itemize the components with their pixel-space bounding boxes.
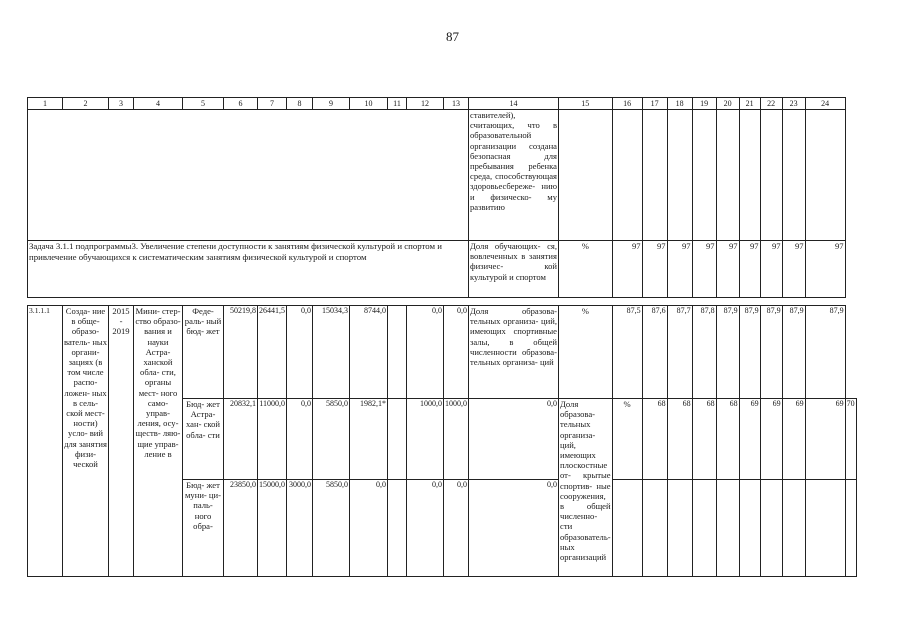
indicator-value: 69 bbox=[805, 399, 845, 480]
header-cell: 18 bbox=[667, 98, 692, 110]
indicator-value: 69 bbox=[782, 399, 805, 480]
task-unit: % bbox=[559, 241, 613, 298]
funding-value: 0,0 bbox=[469, 399, 559, 480]
header-cell: 13 bbox=[444, 98, 469, 110]
funding-value: 1982,1* bbox=[350, 399, 388, 480]
indicator-value: 87,8 bbox=[692, 306, 716, 399]
activity-period: 2015 - 2019 bbox=[109, 306, 134, 577]
carryover-indicator-text: ставителей), считающих, что в образовательной организации создана безопасная для пребывания ребенка среда, способствующая здоровьесбереже- нию и физическо- му развитию bbox=[469, 110, 559, 241]
task-value: 97 bbox=[760, 241, 782, 298]
funding-value: 5850,0 bbox=[313, 399, 350, 480]
header-cell: 4 bbox=[134, 98, 183, 110]
funding-value: 0,0 bbox=[469, 480, 559, 577]
header-cell: 14 bbox=[469, 98, 559, 110]
indicator-text: Доля образова- тельных организа- ций, имеющих спортивные залы, в общей численности образова- тельных организа- ций bbox=[469, 306, 559, 399]
header-cell: 15 bbox=[559, 98, 613, 110]
indicator-unit: % bbox=[559, 306, 613, 399]
empty-cell bbox=[845, 480, 856, 577]
empty-cell bbox=[612, 110, 642, 241]
funding-value: 1000,0 bbox=[444, 399, 469, 480]
funding-value: 1000,0 bbox=[407, 399, 444, 480]
header-cell: 23 bbox=[782, 98, 805, 110]
header-cell: 8 bbox=[287, 98, 313, 110]
header-cell: 19 bbox=[692, 98, 716, 110]
funding-value bbox=[388, 480, 407, 577]
header-cell: 12 bbox=[407, 98, 444, 110]
indicator-value: 87,9 bbox=[805, 306, 845, 399]
indicator-value: 68 bbox=[642, 399, 667, 480]
funding-value: 0,0 bbox=[444, 480, 469, 577]
funding-value: 26441,5 bbox=[258, 306, 287, 399]
funding-value: 8744,0 bbox=[350, 306, 388, 399]
indicator-value: 87,9 bbox=[760, 306, 782, 399]
empty-cell bbox=[782, 480, 805, 577]
funding-value bbox=[388, 306, 407, 399]
funding-value: 5850,0 bbox=[313, 480, 350, 577]
empty-cell bbox=[739, 110, 760, 241]
table-gap bbox=[28, 298, 846, 306]
funding-value: 50219,8 bbox=[224, 306, 258, 399]
funding-value: 0,0 bbox=[350, 480, 388, 577]
funding-value: 15000,0 bbox=[258, 480, 287, 577]
indicator-value: 68 bbox=[692, 399, 716, 480]
empty-cell bbox=[692, 110, 716, 241]
indicator-value: 87,5 bbox=[612, 306, 642, 399]
header-cell: 7 bbox=[258, 98, 287, 110]
header-cell: 5 bbox=[183, 98, 224, 110]
empty-cell bbox=[642, 480, 667, 577]
indicator-value: 68 bbox=[716, 399, 739, 480]
header-cell: 3 bbox=[109, 98, 134, 110]
funding-value: 0,0 bbox=[407, 480, 444, 577]
task-indicator-text: Доля обучающих- ся, вовлеченных в занятия физичес- кой культурой и спортом bbox=[469, 241, 559, 298]
header-cell: 21 bbox=[739, 98, 760, 110]
indicator-value: 70 bbox=[845, 399, 856, 480]
header-cell: 2 bbox=[63, 98, 109, 110]
carryover-row bbox=[28, 110, 857, 241]
header-cell: 24 bbox=[805, 98, 845, 110]
task-value: 97 bbox=[692, 241, 716, 298]
column-number-row bbox=[28, 98, 857, 110]
funding-value: 0,0 bbox=[287, 306, 313, 399]
empty-cell bbox=[760, 110, 782, 241]
indicator-unit: % bbox=[612, 399, 642, 480]
funding-value bbox=[388, 399, 407, 480]
indicator-value: 87,9 bbox=[716, 306, 739, 399]
empty-cell bbox=[805, 110, 845, 241]
indicator-value: 87,9 bbox=[739, 306, 760, 399]
empty-cell bbox=[612, 480, 642, 577]
empty-cell bbox=[667, 110, 692, 241]
header-cell: 16 bbox=[612, 98, 642, 110]
funding-value: 3000,0 bbox=[287, 480, 313, 577]
empty-cell bbox=[739, 480, 760, 577]
header-cell: 1 bbox=[28, 98, 63, 110]
header-cell: 9 bbox=[313, 98, 350, 110]
funding-source: Бюд- жет муни- ци- паль- ного обра- bbox=[183, 480, 224, 577]
funding-value: 0,0 bbox=[407, 306, 444, 399]
indicator-value: 69 bbox=[739, 399, 760, 480]
task-value: 97 bbox=[642, 241, 667, 298]
funding-value: 11000,0 bbox=[258, 399, 287, 480]
header-cell: 22 bbox=[760, 98, 782, 110]
page-number: 87 bbox=[446, 29, 459, 44]
indicator-value: 87,7 bbox=[667, 306, 692, 399]
funding-source: Бюд- жет Астра- хан- ской обла- сти bbox=[183, 399, 224, 480]
task-row bbox=[28, 241, 857, 298]
task-value: 97 bbox=[667, 241, 692, 298]
empty-cell bbox=[667, 480, 692, 577]
indicator-value: 87,9 bbox=[782, 306, 805, 399]
empty-cell bbox=[642, 110, 667, 241]
funding-value: 23850,0 bbox=[224, 480, 258, 577]
indicator-text: Доля образова- тельных организа- ций, имеющих плоскостные от- крытые спортив- ные сооружения, в общей численно- сти образователь- ных организаций bbox=[559, 399, 613, 577]
task-value: 97 bbox=[716, 241, 739, 298]
indicator-value: 69 bbox=[760, 399, 782, 480]
carryover-blank bbox=[28, 110, 469, 241]
empty-cell bbox=[692, 480, 716, 577]
funding-value: 20832,1 bbox=[224, 399, 258, 480]
funding-value: 15034,3 bbox=[313, 306, 350, 399]
task-value: 97 bbox=[805, 241, 845, 298]
task-value: 97 bbox=[739, 241, 760, 298]
program-table bbox=[27, 97, 857, 577]
header-cell: 10 bbox=[350, 98, 388, 110]
empty-cell bbox=[716, 480, 739, 577]
header-cell: 20 bbox=[716, 98, 739, 110]
funding-source: Феде- раль- ный бюд- жет bbox=[183, 306, 224, 399]
activity-executor: Мини- стер- ство образо- вания и науки Астра- ханской обла- сти, органы мест- ного само- управ- ления, осу- ществ- ляю- щие управ- ление в bbox=[134, 306, 183, 577]
empty-cell bbox=[805, 480, 845, 577]
funding-row-federal bbox=[28, 306, 857, 399]
indicator-value: 87,6 bbox=[642, 306, 667, 399]
task-value: 97 bbox=[782, 241, 805, 298]
activity-number: 3.1.1.1 bbox=[28, 306, 63, 577]
empty-cell bbox=[760, 480, 782, 577]
header-cell: 11 bbox=[388, 98, 407, 110]
empty-cell bbox=[716, 110, 739, 241]
header-cell: 17 bbox=[642, 98, 667, 110]
funding-value: 0,0 bbox=[444, 306, 469, 399]
funding-value: 0,0 bbox=[287, 399, 313, 480]
header-cell: 6 bbox=[224, 98, 258, 110]
gap-row bbox=[28, 298, 857, 306]
indicator-value: 68 bbox=[667, 399, 692, 480]
task-value: 97 bbox=[612, 241, 642, 298]
task-text: Задача 3.1.1 подпрограммы3. Увеличение степени доступности к занятиям физической культурой и спортом и привлечение обучающихся к систематическим занятиям физической культурой и спортом bbox=[28, 241, 469, 298]
empty-cell bbox=[559, 110, 613, 241]
empty-cell bbox=[782, 110, 805, 241]
activity-name: Созда- ние в обще- образо- ватель- ных органи- зациях (в том числе распо- ложен- ных в сель- ской мест- ности) усло- вий для занятия физи- ческой bbox=[63, 306, 109, 577]
